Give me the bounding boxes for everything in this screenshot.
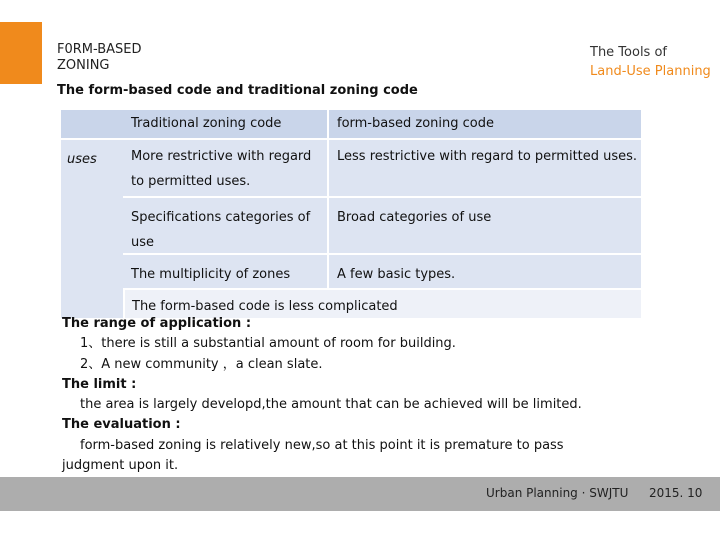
section-title (57, 42, 142, 74)
accent-bar (0, 22, 42, 84)
table-cell-traditional-2: Specifications categories of use (123, 196, 327, 253)
table-cell-form-based-2: Broad categories of use (327, 196, 641, 253)
table-cell-form-based-3: A few basic types. (327, 253, 641, 288)
range-item-1: 1、there is still a substantial amount of room for building. (80, 336, 456, 352)
slide-subtitle: The form-based code and traditional zoning code (57, 83, 418, 98)
range-heading: The range of application : (62, 316, 252, 331)
evaluation-heading: The evaluation : (62, 417, 181, 433)
table-cell-form-based-1: Less restrictive with regard to permitted uses. (327, 138, 641, 196)
range-item-2: 2、A new community ，a clean slate. (80, 356, 323, 372)
evaluation-text-line1: form-based zoning is relatively new,so at this point it is premature to pass (80, 437, 564, 453)
section-title-line2: ZONING (57, 58, 110, 73)
footer-bar (0, 477, 720, 511)
brand-title (590, 43, 711, 81)
limit-heading: The limit : (62, 376, 137, 392)
column-header-traditional: Traditional zoning code (123, 110, 327, 138)
table-cell-traditional-1: More restrictive with regard to permitted uses. (123, 138, 327, 196)
column-header-form-based: form-based zoning code (327, 110, 641, 138)
brand-line1: The Tools of (590, 45, 667, 60)
limit-text: the area is largely developd,the amount that can be achieved will be limited. (80, 397, 582, 413)
row-label-uses: uses (67, 152, 97, 167)
row-label-cell (61, 138, 123, 318)
footer-date: 2015. 10 (649, 486, 703, 500)
body-text (62, 314, 662, 476)
table-cell-traditional-3: The multiplicity of zones (123, 253, 327, 288)
comparison-table (61, 110, 641, 318)
brand-line2: Land-Use Planning (590, 64, 711, 79)
table-header-empty (61, 110, 123, 138)
section-title-line1: F0RM-BASED (57, 42, 142, 57)
table-note: The form-based code is less complicated (125, 288, 641, 318)
footer-org: Urban Planning · SWJTU (486, 486, 629, 500)
evaluation-text-line2: judgment upon it. (62, 458, 179, 474)
